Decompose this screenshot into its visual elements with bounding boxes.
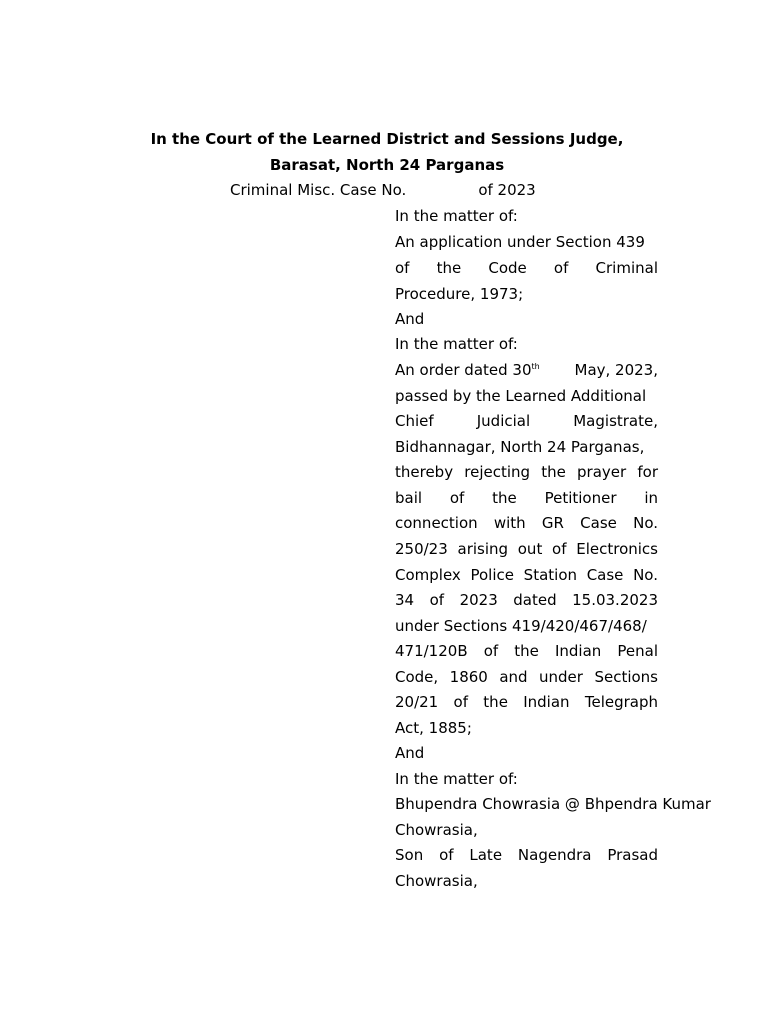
body-line: An application under Section 439	[395, 233, 645, 251]
body-line: Bidhannagar, North 24 Parganas,	[395, 438, 645, 456]
body-line: passed by the Learned Additional	[395, 387, 647, 405]
court-location: Barasat, North 24 Parganas	[269, 156, 505, 174]
ordinal-suffix: th	[531, 362, 540, 371]
body-line: Complex Police Station Case No.	[395, 566, 658, 584]
body-line: 34 of 2023 dated 15.03.2023	[395, 591, 658, 609]
body-line: 250/23 arising out of Electronics	[395, 540, 658, 558]
body-line: connection with GR Case No.	[395, 514, 658, 532]
body-line: In the matter of:	[395, 770, 518, 788]
body-line: Son of Late Nagendra Prasad	[395, 846, 658, 864]
case-number-line	[230, 180, 536, 200]
body-line: In the matter of:	[395, 335, 518, 353]
body-line: And	[395, 310, 425, 328]
case-number-label: Criminal Misc. Case No.	[230, 181, 407, 199]
order-date-month: May, 2023,	[574, 361, 658, 379]
body-line: bail of the Petitioner in	[395, 489, 658, 507]
case-year: of 2023	[478, 181, 536, 199]
body-line: Act, 1885;	[395, 719, 472, 737]
body-line: Code, 1860 and under Sections	[395, 668, 658, 686]
body-line: Chowrasia,	[395, 821, 478, 839]
body-line: Chowrasia,	[395, 872, 478, 890]
body-line: Procedure, 1973;	[395, 285, 524, 303]
petitioner-name-line: Bhupendra Chowrasia @ Bhpendra Kumar	[395, 795, 711, 813]
body-line: In the matter of:	[395, 207, 518, 225]
body-line: Chief Judicial Magistrate,	[395, 412, 658, 430]
body-line: 471/120B of the Indian Penal	[395, 642, 658, 660]
order-date-text: An order dated 30th	[395, 361, 540, 379]
body-line	[395, 360, 658, 380]
body-line: And	[395, 744, 425, 762]
body-line: under Sections 419/420/467/468/	[395, 617, 647, 635]
court-title: In the Court of the Learned District and Sessions Judge,	[150, 130, 624, 148]
body-line: thereby rejecting the prayer for	[395, 463, 658, 481]
body-line: 20/21 of the Indian Telegraph	[395, 693, 658, 711]
body-line: of the Code of Criminal	[395, 259, 658, 277]
